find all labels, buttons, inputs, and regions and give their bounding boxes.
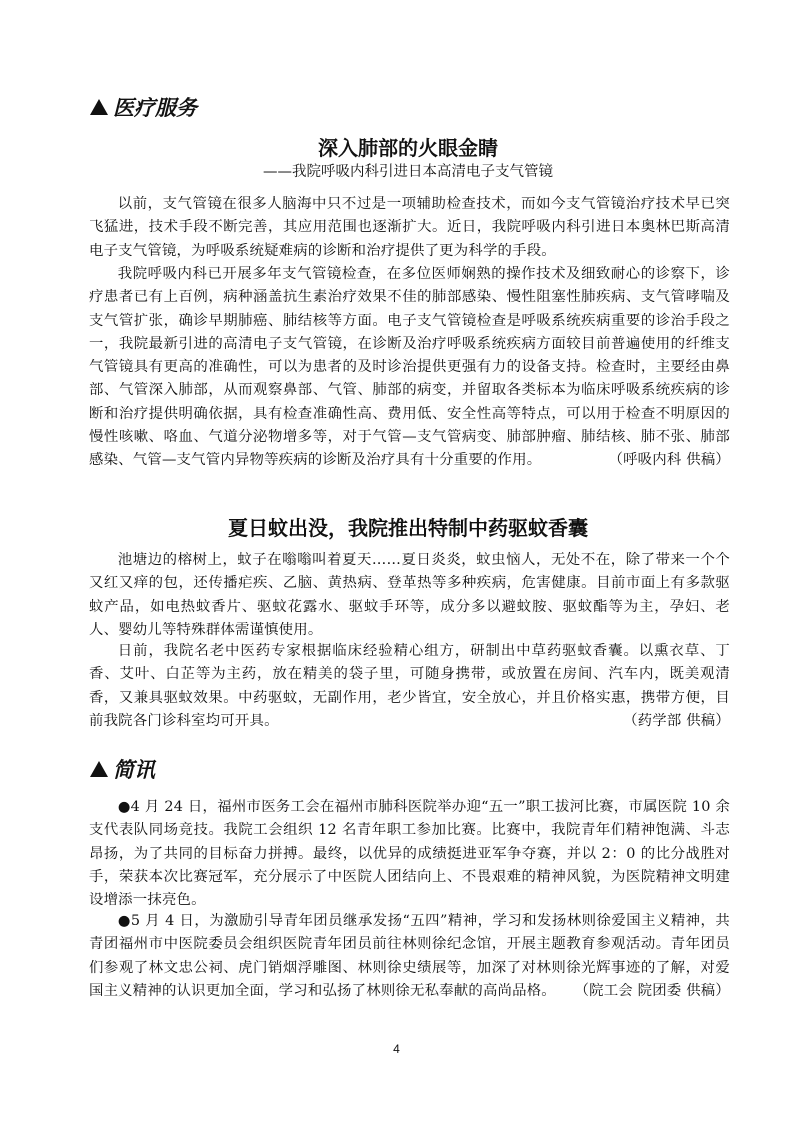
article-paragraph	[89, 640, 730, 733]
section-title: 简讯	[113, 758, 155, 782]
news-item: ●4 月 24 日，福州市医务工会在福州市肺科医院举办迎“五一”职工拔河比赛，市属医院 10 余支代表队同场竞技。我院工会组织 12 名青年职工参加比赛。比赛中，我院青年们精神饱满、斗志昂扬，为了共同的目标奋力拼搏。最终，以优异的成绩挺进亚军争夺赛，并以 2：0 的比分战胜对手，荣获本次比赛冠军，充分展示了中医院人团结向上、不畏艰难的精神风貌，为医院精神文明建设增添一抹亮色。	[89, 799, 730, 909]
paragraph-text: ●5 月 4 日，为激励引导青年团员继承发扬“五四”精神，学习和发扬林则徐爱国主义精神，共青团福州市中医院委员会组织医院青年团员前往林则徐纪念馆，开展主题教育参观活动。青年团员们参观了林文忠公祠、虎门销烟浮雕图、林则徐史绩展等，加深了对林则徐光辉事迹的了解，对爱国主义精神的认识更加全面，学习和弘扬了林则徐无私奉献的高尚品格。	[89, 913, 730, 999]
article-paragraph	[89, 263, 730, 473]
paragraph-text: 日前，我院名老中医药专家根据临床经验精心组方，研制出中草药驱蚊香囊。以熏衣草、丁香、艾叶、白芷等为主药，放在精美的袋子里，可随身携带，或放置在房间、汽车内，既美观清香，又兼具驱蚊效果。中药驱蚊，无副作用，老少皆宜，安全放心，并且价格实惠，携带方便，目前我院各门诊科室均可开具。	[89, 643, 730, 729]
paragraph-text: 我院呼吸内科已开展多年支气管镜检查，在多位医师娴熟的操作技术及细致耐心的诊察下，诊疗患者已有上百例，病种涵盖抗生素治疗效果不佳的肺部感染、慢性阻塞性肺疾病、支气管哮喘及支气管扩张，确诊早期肺癌、肺结核等方面。电子支气管镜检查是呼吸系统疾病重要的诊治手段之一，我院最新引进的高清电子支气管镜，在诊断及治疗呼吸系统疾病方面较目前普遍使用的纤维支气管镜具有更高的准确性，可以为患者的及时诊治提供更强有力的设备支持。检查时，主要经由鼻部、气管深入肺部，从而观察鼻部、气管、肺部的病变，并留取各类标本为临床呼吸系统疾病的诊断和治疗提供明确依据，具有检查准确性高、费用低、安全性高等特点，可以用于检查不明原因的慢性咳嗽、咯血、气道分泌物增多等，对于气管—支气管病变、肺部肿瘤、肺结核、肺不张、肺部感染、气管—支气管内异物等疾病的诊断及治疗具有十分重要的作用。	[89, 266, 730, 469]
triangle-icon	[90, 99, 108, 115]
triangle-icon	[90, 761, 108, 777]
section-header-news	[90, 754, 155, 784]
page-number: 4	[393, 1042, 400, 1056]
credit-line: （药学部 供稿）	[623, 712, 730, 729]
credit-line: （院工会 院团委 供稿）	[574, 982, 730, 999]
section-header-medical	[90, 92, 197, 122]
credit-line: （呼吸内科 供稿）	[608, 452, 730, 469]
article-subtitle: ——我院呼吸内科引进日本高清电子支气管镜	[263, 164, 553, 180]
article-paragraph: 以前，支气管镜在很多人脑海中只不过是一项辅助检查技术，而如今支气管镜治疗技术早已突飞猛进，技术手段不断完善，其应用范围也逐渐扩大。近日，我院呼吸内科引进日本奥林巴斯高清电子支气管镜，为呼吸系统疑难病的诊断和治疗提供了更为科学的手段。	[89, 196, 730, 259]
news-item	[89, 910, 730, 1003]
article-title: 夏日蚊出没，我院推出特制中药驱蚊香囊	[228, 516, 588, 540]
article-paragraph: 池塘边的榕树上，蚊子在嗡嗡叫着夏天……夏日炎炎，蚊虫恼人，无处不在，除了带来一个个又红又痒的包，还传播疟疾、乙脑、黄热病、登革热等多种疾病，危害健康。目前市面上有多款驱蚊产品，如电热蚊香片、驱蚊花露水、驱蚊手环等，成分多以避蚊胺、驱蚊酯等为主，孕妇、老人、婴幼儿等特殊群体需谨慎使用。	[89, 552, 730, 638]
article-title: 深入肺部的火眼金睛	[318, 136, 498, 160]
section-title: 医疗服务	[113, 96, 197, 120]
